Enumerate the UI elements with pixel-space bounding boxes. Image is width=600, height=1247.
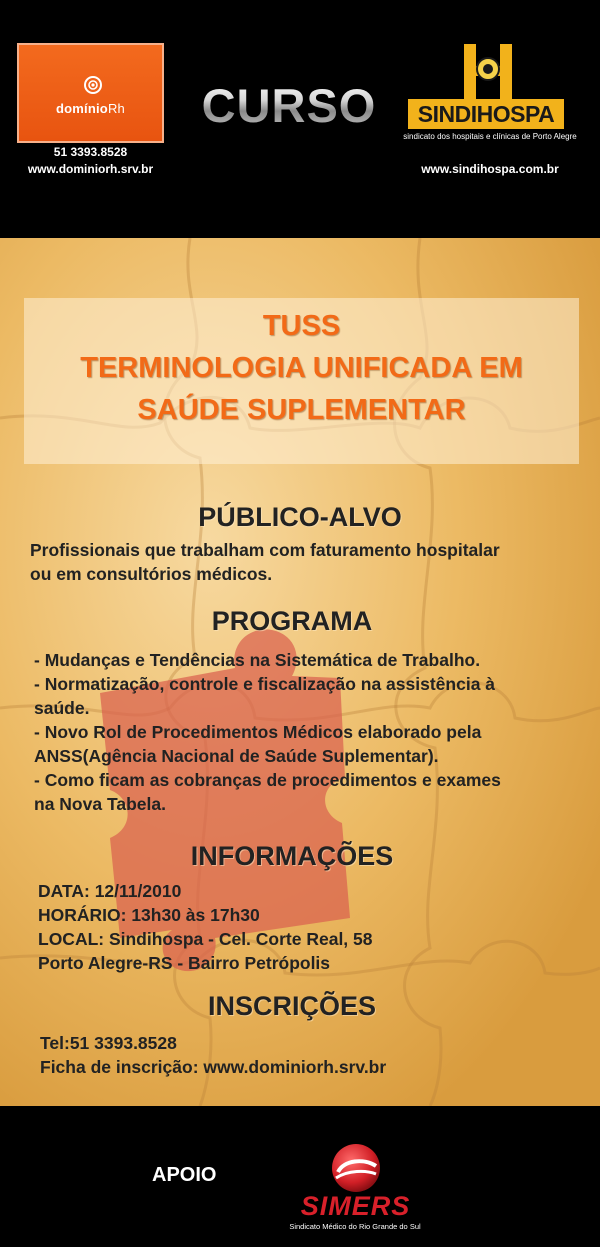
informacoes-line: DATA: 12/11/2010	[38, 881, 182, 901]
hospital-h-icon	[408, 42, 568, 102]
programa-line: - Mudanças e Tendências na Sistemática de Trabalho.	[34, 650, 481, 670]
course-flyer-body	[0, 238, 600, 1106]
dominio-rh-brand	[19, 101, 162, 116]
programa-line: saúde.	[34, 698, 90, 718]
simers-name: SIMERS	[300, 1191, 411, 1221]
brand-bold: domínio	[56, 101, 108, 116]
simers-subtitle: Sindicato Médico do Rio Grande do Sul	[289, 1222, 421, 1231]
brand-light: Rh	[107, 101, 125, 116]
programa-heading: PROGRAMA	[211, 606, 373, 636]
sindihospa-url[interactable]: www.sindihospa.com.br	[421, 162, 559, 176]
programa-line: - Novo Rol de Procedimentos Médicos elaborado pela	[34, 722, 482, 742]
programa-line: ANSS(Agência Nacional de Saúde Suplementar).	[34, 746, 439, 766]
informacoes-heading: INFORMAÇÕES	[190, 841, 394, 871]
sindihospa-tagline: sindicato dos hospitais e clínicas de Porto Alegre	[403, 132, 577, 141]
informacoes-line: LOCAL: Sindihospa - Cel. Corte Real, 58	[38, 929, 373, 949]
simers-emblem-icon	[272, 1144, 438, 1194]
informacoes-line: Porto Alegre-RS - Bairro Petrópolis	[38, 953, 331, 973]
informacoes-line: HORÁRIO: 13h30 às 17h30	[38, 905, 260, 925]
publico-alvo-heading: PÚBLICO-ALVO	[198, 502, 402, 532]
informacoes-text	[38, 879, 373, 975]
dominio-url[interactable]: www.dominiorh.srv.br	[27, 162, 154, 176]
programa-line: - Como ficam as cobranças de procedimentos e exames	[34, 770, 501, 790]
course-title-line3: SAÚDE SUPLEMENTAR	[137, 394, 466, 426]
curso-title: CURSO	[201, 79, 377, 132]
footer	[0, 1106, 600, 1247]
dominio-rh-logo	[17, 43, 164, 143]
programa-text	[34, 648, 501, 816]
publico-alvo-line: ou em consultórios médicos.	[30, 564, 273, 584]
inscricoes-heading: INSCRIÇÕES	[207, 991, 377, 1021]
course-title-line2: TERMINOLOGIA UNIFICADA EM	[80, 352, 523, 384]
programa-line: na Nova Tabela.	[34, 794, 166, 814]
inscricoes-form-link[interactable]: Ficha de inscrição: www.dominiorh.srv.br	[40, 1057, 387, 1077]
target-icon	[83, 75, 103, 95]
sindihospa-name: SINDIHOSPA	[408, 99, 564, 129]
sindihospa-logo	[403, 42, 577, 146]
inscricoes-text	[40, 1031, 386, 1079]
publico-alvo-text	[30, 538, 500, 586]
publico-alvo-line: Profissionais que trabalham com faturamento hospitalar	[30, 540, 500, 560]
apoio-label: APOIO	[152, 1164, 217, 1186]
course-title-box	[24, 298, 579, 464]
simers-logo	[272, 1144, 438, 1236]
header	[0, 0, 600, 238]
course-title-line1: TUSS	[262, 310, 341, 342]
inscricoes-phone: Tel:51 3393.8528	[40, 1033, 177, 1053]
dominio-phone: 51 3393.8528	[53, 145, 128, 159]
programa-line: - Normatização, controle e fiscalização na assistência à	[34, 674, 496, 694]
